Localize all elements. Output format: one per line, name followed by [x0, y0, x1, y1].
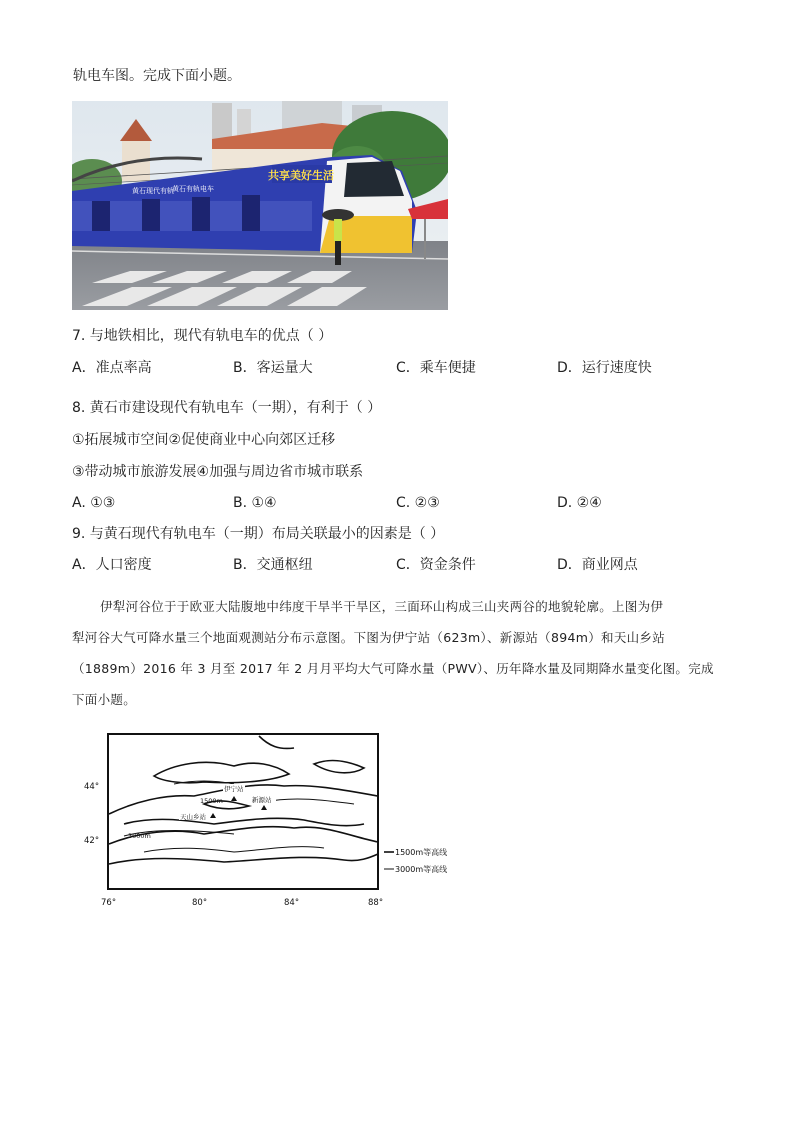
tram-side-text-1: 黄石现代有轨: [132, 187, 174, 195]
lon-label-80: 80°: [192, 898, 208, 908]
q8-option-c[interactable]: C. ②③: [396, 495, 440, 511]
q9-option-a[interactable]: A．人口密度: [72, 557, 152, 573]
station-xinyuan: 新源站: [252, 796, 272, 804]
q9-option-b[interactable]: B．交通枢纽: [233, 557, 313, 573]
q7-option-d[interactable]: D．运行速度快: [557, 360, 652, 376]
legend-3000: 3000m等高线: [395, 865, 448, 874]
q8-option-d[interactable]: D. ②④: [557, 495, 602, 511]
lon-label-84: 84°: [284, 898, 300, 908]
lon-label-76: 76°: [101, 898, 117, 908]
q8-line1: ①拓展城市空间②促使商业中心向郊区迁移: [72, 432, 336, 448]
tram-photo: [72, 101, 448, 310]
contour-label-1500: 1500m: [200, 797, 223, 805]
passage-line-1: 伊犁河谷位于于欧亚大陆腹地中纬度干旱半干旱区，三面环山构成三山夹两谷的地貌轮廓。上图为伊: [100, 599, 664, 614]
q8-option-b[interactable]: B. ①④: [233, 495, 277, 511]
q7-option-c[interactable]: C．乘车便捷: [396, 360, 476, 376]
legend-1500: 1500m等高线: [395, 848, 448, 857]
lat-label-42: 42°: [84, 836, 100, 846]
q8-line2: ③带动城市旅游发展④加强与周边省市城市联系: [72, 464, 364, 480]
q8-stem: 8. 黄石市建设现代有轨电车（一期），有利于（ ）: [72, 400, 382, 416]
tram-side-text-2: 黄石有轨电车: [172, 185, 214, 193]
q8-option-a[interactable]: A. ①③: [72, 495, 116, 511]
passage-line-3: （1889m）2016 年 3 月至 2017 年 2 月月平均大气可降水量（PWV）、历年降水量及同期降水量变化图。完成: [72, 661, 714, 676]
station-tianshanxiang: 天山乡站: [180, 813, 206, 821]
station-yining: 伊宁站: [224, 785, 244, 793]
q9-stem: 9. 与黄石现代有轨电车（一期）布局关联最小的因素是（ ）: [72, 526, 445, 542]
tram-banner: 共享美好生活: [268, 169, 334, 182]
contour-label-3000: 3000m: [128, 832, 151, 840]
passage-line-2: 犁河谷大气可降水量三个地面观测站分布示意图。下图为伊宁站（623m）、新源站（894m）和天山乡站: [72, 630, 666, 645]
intro-text: 轨电车图。完成下面小题。: [73, 68, 241, 84]
q7-option-a[interactable]: A．准点率高: [72, 360, 152, 376]
lat-label-44: 44°: [84, 782, 100, 792]
lon-label-88: 88°: [368, 898, 384, 908]
q9-option-c[interactable]: C．资金条件: [396, 557, 476, 573]
ili-valley-map: [84, 724, 464, 914]
q7-option-b[interactable]: B．客运量大: [233, 360, 313, 376]
q9-option-d[interactable]: D．商业网点: [557, 557, 638, 573]
passage-line-4: 下面小题。: [72, 692, 137, 707]
q7-stem: 7. 与地铁相比，现代有轨电车的优点（ ）: [72, 328, 333, 344]
